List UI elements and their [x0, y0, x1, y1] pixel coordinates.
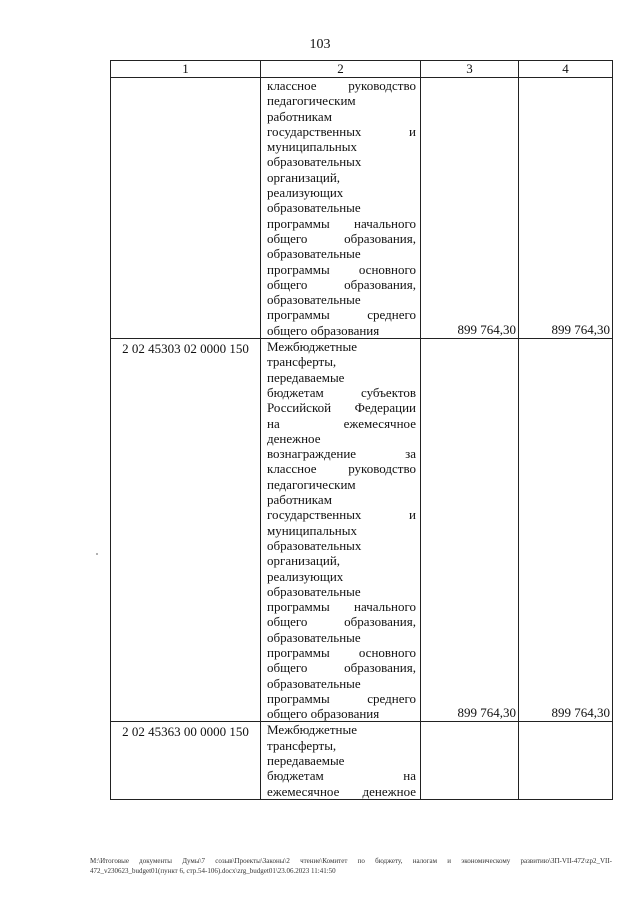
description-word: начального	[353, 215, 416, 231]
description-word: образовательные	[267, 246, 361, 262]
description-line	[267, 262, 416, 277]
description-line	[267, 292, 416, 307]
description	[261, 722, 421, 799]
description-line	[267, 753, 416, 768]
description-line	[267, 507, 416, 522]
description-word: руководство	[348, 461, 416, 477]
description-line	[267, 185, 416, 200]
header-col-1: 1	[111, 61, 261, 78]
description-line	[267, 722, 416, 737]
description-word: государственных	[267, 123, 362, 139]
description-word: образовательные	[267, 675, 361, 691]
description-word: вознаграждение	[267, 446, 357, 462]
budget-code: 2 02 45363 00 0000 150	[111, 722, 261, 799]
description-word: программы	[267, 215, 330, 231]
description-line	[267, 660, 416, 675]
description-line	[267, 354, 416, 369]
description	[261, 339, 421, 722]
description-word: денежное	[362, 783, 416, 799]
description-word: среднего	[367, 307, 416, 323]
description-word: образования,	[344, 614, 416, 630]
scan-speck	[96, 553, 98, 555]
table-row	[111, 78, 613, 339]
description-word: реализующих	[267, 568, 344, 584]
amount-col-3: 899 764,30	[421, 339, 519, 722]
file-path-footer: М:\Итоговые документы Думы\7 созыв\Проекты\Законы\2 чтение\Комитет по бюджету, налогам и экономическому развитию\ЗП-VII-472\zp2_VII-472_v230623_budget01(пункт 6, стр.54-106).docx\zrg_budget01\23.06.2023 11:41:50	[90, 857, 612, 875]
description-line	[267, 538, 416, 553]
description-word: на	[403, 768, 416, 784]
amount-col-3: 899 764,30	[421, 78, 519, 339]
description-line	[267, 416, 416, 431]
description-line	[267, 124, 416, 139]
description-word: денежное	[267, 430, 321, 446]
table-row	[111, 722, 613, 799]
description-word: передаваемые	[267, 369, 345, 385]
description-line	[267, 768, 416, 783]
description-line	[267, 431, 416, 446]
description-line	[267, 400, 416, 415]
description-word: муниципальных	[267, 139, 358, 155]
description-line	[267, 738, 416, 753]
description-word: реализующих	[267, 185, 344, 201]
amount-col-4: 899 764,30	[519, 339, 613, 722]
description-word: трансферты,	[267, 354, 337, 370]
header-col-2: 2	[261, 61, 421, 78]
description-word: образовательные	[267, 200, 361, 216]
description-line	[267, 307, 416, 322]
description-word: основного	[358, 644, 416, 660]
description-word: основного	[358, 261, 416, 277]
budget-table	[110, 60, 613, 800]
description-line	[267, 599, 416, 614]
description-word: организаций,	[267, 169, 341, 185]
description-word: за	[405, 446, 416, 462]
description-word: ежемесячное	[343, 415, 416, 431]
description-word: общего	[267, 230, 308, 246]
description-word: общего образования	[267, 322, 380, 338]
description-line	[267, 523, 416, 538]
description-word: общего	[267, 614, 308, 630]
description-word: передаваемые	[267, 753, 345, 769]
description-line	[267, 614, 416, 629]
description-line	[267, 584, 416, 599]
description-word: образовательных	[267, 537, 362, 553]
description-line	[267, 553, 416, 568]
description-line	[267, 323, 416, 338]
description-word: руководство	[348, 78, 416, 93]
description-word: программы	[267, 690, 330, 706]
description-word: общего образования	[267, 706, 380, 722]
description-line	[267, 385, 416, 400]
description-word: образовательные	[267, 583, 361, 599]
description-word: образовательные	[267, 292, 361, 308]
description-word: государственных	[267, 507, 362, 523]
description-line	[267, 645, 416, 660]
description-word: ежемесячное	[267, 783, 340, 799]
description-line	[267, 78, 416, 93]
amount-col-3	[421, 722, 519, 799]
description-line	[267, 676, 416, 691]
table-row	[111, 339, 613, 722]
description-word: Федерации	[354, 400, 416, 416]
description-word: классное	[267, 461, 317, 477]
description-word: педагогическим	[267, 93, 356, 109]
description-word: педагогическим	[267, 476, 356, 492]
description-word: работникам	[267, 492, 332, 508]
description-line	[267, 706, 416, 721]
description-line	[267, 216, 416, 231]
description	[261, 78, 421, 339]
description-word: и	[409, 123, 416, 139]
description-line	[267, 339, 416, 354]
description-line	[267, 200, 416, 215]
description-line	[267, 93, 416, 108]
description-word: бюджетам	[267, 384, 324, 400]
page-number: 103	[309, 37, 331, 52]
description-word: работникам	[267, 108, 332, 124]
description-word: начального	[353, 599, 416, 615]
header-col-4: 4	[519, 61, 613, 78]
description-line	[267, 630, 416, 645]
budget-code	[111, 78, 261, 339]
description-word: образования,	[344, 660, 416, 676]
description-line	[267, 784, 416, 799]
description-word: муниципальных	[267, 522, 358, 538]
description-line	[267, 691, 416, 706]
amount-col-4	[519, 722, 613, 799]
budget-code: 2 02 45303 02 0000 150	[111, 339, 261, 722]
description-word: классное	[267, 78, 317, 93]
description-word: программы	[267, 644, 330, 660]
description-word: субъектов	[360, 384, 416, 400]
description-word: среднего	[367, 690, 416, 706]
description-line	[267, 170, 416, 185]
description-word: программы	[267, 307, 330, 323]
description-word: Межбюджетные	[267, 339, 357, 355]
description-line	[267, 109, 416, 124]
description-word: образовательных	[267, 154, 362, 170]
description-word: общего	[267, 276, 308, 292]
description-word: программы	[267, 261, 330, 277]
description-line	[267, 492, 416, 507]
description-word: бюджетам	[267, 768, 324, 784]
description-word: трансферты,	[267, 737, 337, 753]
description-line	[267, 477, 416, 492]
description-line	[267, 569, 416, 584]
description-word: организаций,	[267, 553, 341, 569]
description-line	[267, 446, 416, 461]
description-word: и	[409, 507, 416, 523]
description-line	[267, 461, 416, 476]
description-line	[267, 139, 416, 154]
description-word: образования,	[344, 276, 416, 292]
header-col-3: 3	[421, 61, 519, 78]
description-word: на	[267, 415, 280, 431]
description-word: программы	[267, 599, 330, 615]
table-header-row	[111, 61, 613, 78]
description-word: общего	[267, 660, 308, 676]
description-line	[267, 231, 416, 246]
description-line	[267, 277, 416, 292]
description-line	[267, 154, 416, 169]
description-word: образовательные	[267, 629, 361, 645]
description-word: Межбюджетные	[267, 722, 357, 738]
amount-col-4: 899 764,30	[519, 78, 613, 339]
description-line	[267, 246, 416, 261]
description-word: Российской	[267, 400, 332, 416]
description-line	[267, 370, 416, 385]
description-word: образования,	[344, 230, 416, 246]
